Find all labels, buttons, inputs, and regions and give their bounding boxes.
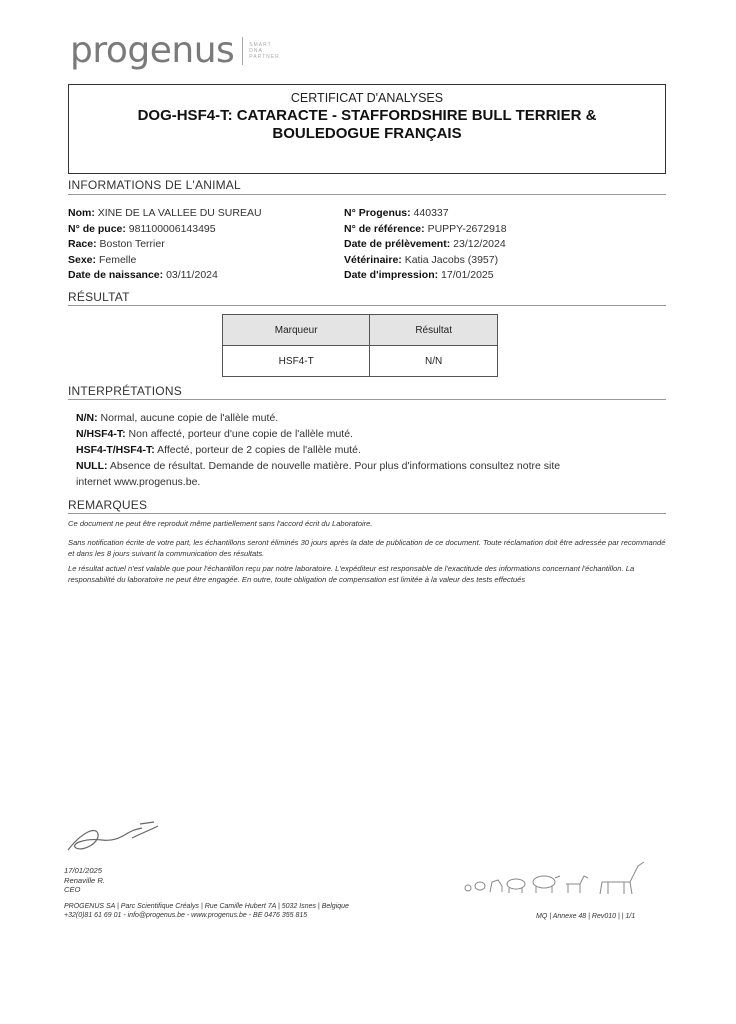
interp-item: N/HSF4-T: Non affecté, porteur d'une copie de l'allèle muté.	[76, 428, 353, 440]
test-name: DOG-HSF4-T: CATARACTE - STAFFORDSHIRE BULL TERRIER & BOULEDOGUE FRANÇAIS	[137, 107, 597, 142]
interp-item: HSF4-T/HSF4-T: Affecté, porteur de 2 copies de l'allèle muté.	[76, 444, 361, 456]
info-row-breed: Race: Boston Terrier	[68, 238, 165, 250]
signature-block	[64, 866, 105, 895]
cell-result: N/N	[370, 346, 498, 377]
logo-divider	[242, 37, 243, 65]
section-interp-heading: INTERPRÉTATIONS	[68, 384, 182, 398]
section-divider	[68, 194, 666, 195]
animal-silhouettes-icon	[462, 848, 652, 898]
signature-date: 17/01/2025	[64, 866, 103, 875]
progenus-logo	[70, 30, 280, 71]
certificate-title-box	[68, 84, 666, 174]
info-row-sample-date: Date de prélèvement: 23/12/2024	[344, 238, 506, 250]
info-row-birthdate: Date de naissance: 03/11/2024	[68, 269, 218, 281]
signatory-name: Renaville R.	[64, 875, 105, 885]
section-divider	[68, 305, 666, 306]
footer-company	[64, 902, 349, 920]
section-animal-heading: INFORMATIONS DE L'ANIMAL	[68, 178, 241, 192]
signature-scribble	[62, 812, 162, 862]
animal-info-left	[68, 206, 262, 284]
table-row	[223, 346, 498, 377]
section-divider	[68, 513, 666, 514]
section-result-heading: RÉSULTAT	[68, 290, 130, 304]
header-marker: Marqueur	[223, 315, 370, 346]
interp-url-line: internet www.progenus.be.	[76, 476, 201, 488]
interp-item: NULL: Absence de résultat. Demande de nouvelle matière. Pour plus d'informations consultez notre site	[76, 460, 561, 472]
info-row-vet: Vétérinaire: Katia Jacobs (3957)	[344, 253, 499, 266]
info-row-chip: N° de puce: 981100006143495	[68, 222, 216, 235]
table-header-row	[223, 315, 498, 346]
info-row-reference: N° de référence: PUPPY-2672918	[344, 222, 507, 235]
section-divider	[68, 399, 666, 400]
animal-info-right	[344, 206, 507, 284]
interpretations-list	[76, 410, 636, 490]
info-row-progenus-number: N° Progenus: 440337	[344, 207, 449, 219]
info-row-sex: Sexe: Femelle	[68, 253, 137, 266]
footer-address: PROGENUS SA | Parc Scientifique Créalys | Rue Camille Hubert 7A | 5032 Isnes | Belgique	[64, 903, 349, 910]
result-table	[222, 314, 498, 377]
certificate-title: CERTIFICAT D'ANALYSES	[290, 91, 444, 105]
interp-item: N/N: Normal, aucune copie de l'allèle muté.	[76, 412, 279, 424]
remark-3: Le résultat actuel n'est valable que pour l'échantillon reçu par notre laboratoire. L'expéditeur est responsable de l'exactitude des informations concernant l'échantillon. La responsabilité du laboratoire ne peut être engagée. En outre, toute obligation de compensation est limitée à la valeur des tests effectués	[68, 564, 635, 584]
header-result: Résultat	[370, 315, 498, 346]
section-remarks-heading: REMARQUES	[68, 498, 148, 512]
remark-2: Sans notification écrite de votre part, les échantillons seront éliminés 30 jours après la date de publication de ce document. Toute réclamation doit être adressée par recommandé et dans les 8 jours suivant la communication des résultats.	[68, 538, 666, 558]
remark-1: Ce document ne peut être reproduit même partiellement sans l'accord écrit du Laboratoire.	[68, 519, 373, 528]
info-row-print-date: Date d'impression: 17/01/2025	[344, 269, 494, 281]
info-row-name: Nom: XINE DE LA VALLEE DU SUREAU	[68, 207, 262, 219]
footer-contact: +32(0)81 61 69 01 - info@progenus.be - www.progenus.be - BE 0476 355 815	[64, 912, 308, 919]
logo-tagline: SMART DNA PARTNER	[249, 41, 280, 60]
cell-marker: HSF4-T	[223, 346, 370, 377]
signatory-role: CEO	[64, 885, 81, 894]
footer-doc-ref: MQ | Annexe 48 | Rev010 | | 1/1	[536, 913, 636, 920]
logo-wordmark: progenus	[70, 30, 235, 71]
